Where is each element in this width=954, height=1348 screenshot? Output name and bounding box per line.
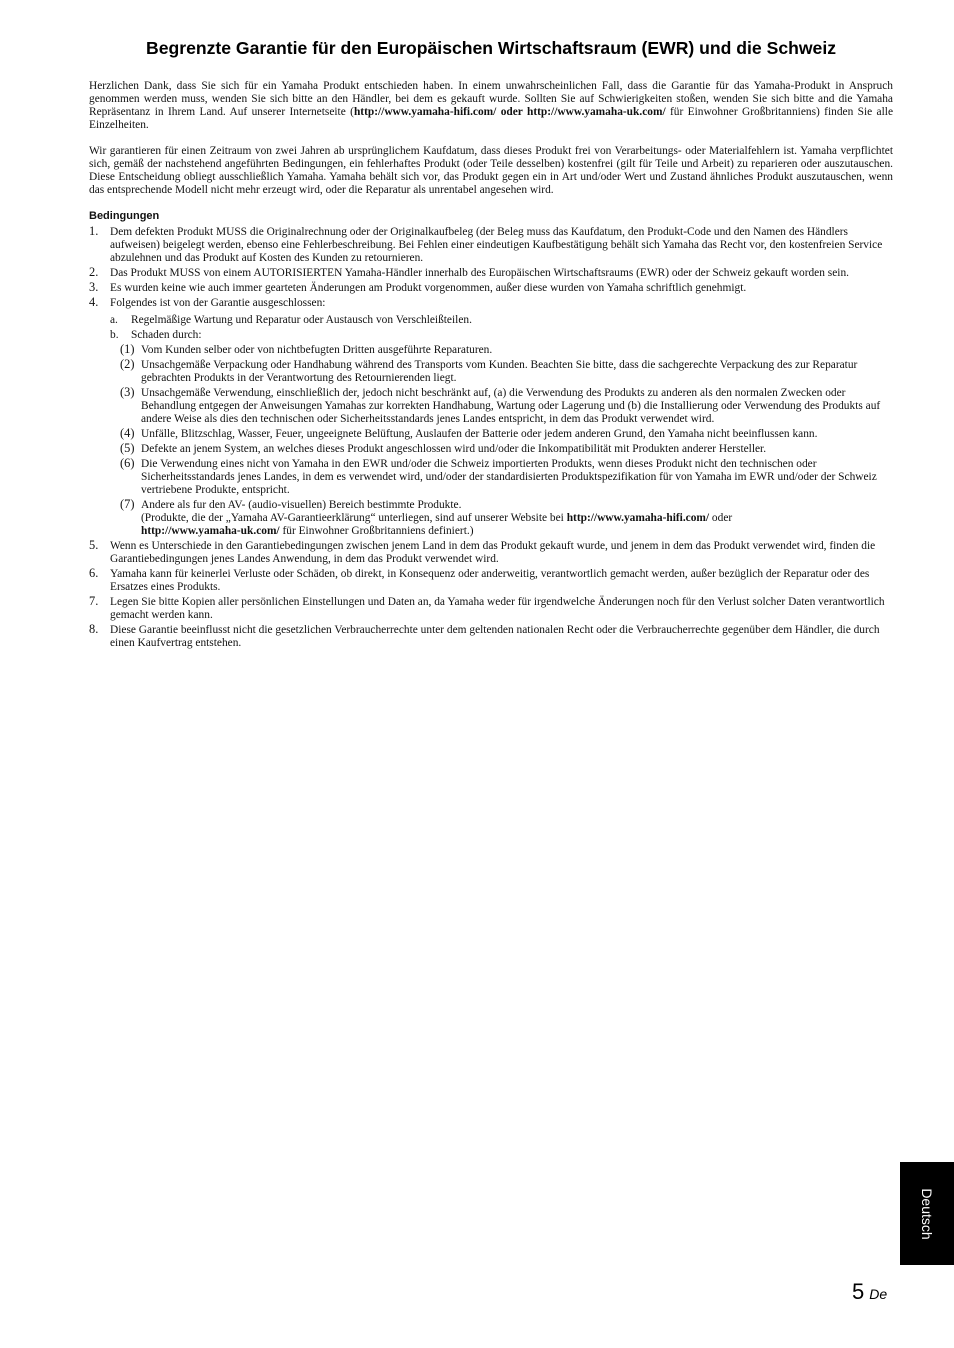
damage-note-mid: oder xyxy=(709,512,733,524)
condition-number: 4. xyxy=(89,295,99,309)
condition-item xyxy=(89,624,893,650)
damage-text: Unsachgemäße Verpackung oder Handhabung während des Transports vom Kunden. Beachten Sie bitte, dass die sachgerechte Verpackung des zur Reparatur gebrachten Produkts in der Verantwortung des Retournierenden liegt. xyxy=(141,359,858,384)
damage-text: Unsachgemäße Verwendung, einschließlich der, jedoch nicht beschränkt auf, (a) die Verwendung des Produkts zu anderen als den normalen Zwecken oder Behandlung entgegen der Anweisungen Yamahas zur korrekten Handhabung, Wartung oder Lagerung und (b) die Installierung oder Verwendung des Produkts auf andere Weise als dies den technischen oder Sicherheitsstandards jenes Landes entspricht, in dem das Produkt verwendet wird. xyxy=(141,387,881,425)
damage-text: Vom Kunden selber oder von nichtbefugten Dritten ausgeführte Reparaturen. xyxy=(141,344,493,356)
page-language-code: De xyxy=(869,1286,888,1302)
damage-number: (2) xyxy=(120,357,135,371)
damage-note: (Produkte, die der „Yamaha AV-Garantieerklärung“ unterliegen, sind auf unserer Website bei xyxy=(141,512,567,524)
damage-number: (4) xyxy=(120,426,135,440)
page-number xyxy=(852,1279,887,1305)
condition-item xyxy=(89,282,893,295)
damage-note-end: für Einwohner Großbritanniens definiert.) xyxy=(279,525,474,537)
condition-text: Yamaha kann für keinerlei Verluste oder Schäden, ob direkt, in Konsequenz oder anderweitig, verantwortlich gemacht werden, außer bezüglich der Reparatur oder des Ersatzes eines Produkts. xyxy=(110,568,870,593)
exclusion-subitem xyxy=(89,329,893,342)
condition-item xyxy=(89,267,893,280)
damage-item xyxy=(89,344,893,357)
subitem-text: Schaden durch: xyxy=(131,329,202,341)
subitem-label: b. xyxy=(110,329,119,341)
conditions-heading: Bedingungen xyxy=(89,210,160,222)
damage-item xyxy=(89,443,893,456)
condition-number: 6. xyxy=(89,566,99,580)
intro-text-end: für Einwohner Großbritanniens) finden Sie alle Einzelheiten. xyxy=(89,106,893,131)
condition-text: Legen Sie bitte Kopien aller persönlichen Einstellungen und Daten an, da Yamaha weder für irgendwelche Änderungen noch für den Verlust solcher Daten verantwortlich gemacht werden kann. xyxy=(110,596,885,621)
page-title: Begrenzte Garantie für den Europäischen Wirtschaftsraum (EWR) und die Schweiz xyxy=(145,38,837,58)
condition-number: 8. xyxy=(89,622,99,636)
subitem-label: a. xyxy=(110,314,118,326)
damage-item xyxy=(89,458,893,497)
condition-text: Folgendes ist von der Garantie ausgeschlossen: xyxy=(110,297,326,309)
warranty-body xyxy=(89,80,893,652)
condition-text: Dem defekten Produkt MUSS die Originalrechnung oder der Originalkaufbeleg (der Beleg muss das Kaufdatum, den Produkt-Code und den Namen des Händlers aufweisen) beigelegt werden, ebenso eine Fehlerbeschreibung. Bei Fehlen einer eindeutigen Kaufbestätigung behält sich Yamaha das Recht vor, den kostenfreien Service abzulehnen und das Produkt auf Kosten des Kunden zu retournieren. xyxy=(110,226,883,264)
damage-number: (5) xyxy=(120,441,135,455)
damage-text: Unfälle, Blitzschlag, Wasser, Feuer, ungeeignete Belüftung, Auslaufen der Batterie oder jedem anderen Grund, den Yamaha nicht beeinflussen kann. xyxy=(141,428,818,440)
damage-item xyxy=(89,359,893,385)
page-number-value: 5 xyxy=(852,1279,865,1304)
condition-item xyxy=(89,297,893,310)
conditions-list xyxy=(89,226,893,650)
damage-number: (7) xyxy=(120,497,135,511)
language-tab[interactable] xyxy=(900,1162,954,1265)
condition-number: 1. xyxy=(89,224,99,238)
damage-text: Andere als fur den AV- (audio-visuellen) Bereich bestimmte Produkte. xyxy=(141,499,462,511)
condition-number: 7. xyxy=(89,594,99,608)
intro-text: Herzlichen Dank, dass Sie sich für ein Yamaha Produkt entschieden haben. In einem unwahrscheinlichen Fall, dass die Garantie für das Yamaha-Produkt in Anspruch genommen werden muss, wenden Sie sich bitte an den Händler, bei dem es gekauft wurde. Sollten Sie auf Schwierigkeiten stoßen, wenden Sie sich bitte and die Yamaha Repräsentanz in Ihrem Land. Auf unserer Internetseite ( xyxy=(89,80,893,118)
condition-text: Es wurden keine wie auch immer gearteten Änderungen am Produkt vorgenommen, außer diese wurden von Yamaha schriftlich genehmigt. xyxy=(110,282,747,294)
condition-number: 3. xyxy=(89,280,99,294)
damage-number: (1) xyxy=(120,342,135,356)
yamaha-hifi-link[interactable]: http://www.yamaha-hifi.com/ xyxy=(566,512,710,524)
condition-text: Wenn es Unterschiede in den Garantiebedingungen zwischen jenem Land in dem das Produkt gekauft wurde, und jenem in dem das Produkt verwendet wird, finden die Garantiebedingungen jenes Landes Anwendung, in dem das Produkt verwendet wird. xyxy=(110,540,876,565)
damage-number: (6) xyxy=(120,456,135,470)
condition-item xyxy=(89,540,893,566)
damage-text: Die Verwendung eines nicht von Yamaha in den EWR und/oder die Schweiz importierten Produkts, wenn dieses Produkt nicht den technischen oder Sicherheitsstandards jenes Landes, in dem es verwendet wird, und/oder der standardisierten Produktspezifikation für von Yamaha im EWR und/oder der Schweiz vertriebene Produkte, entspricht. xyxy=(141,458,877,496)
damage-number: (3) xyxy=(120,385,135,399)
damage-text: Defekte an jenem System, an welches dieses Produkt angeschlossen wird und/oder die Inkompatibilität mit Produkten anderer Hersteller. xyxy=(141,443,767,455)
condition-item xyxy=(89,226,893,265)
damage-item xyxy=(89,387,893,426)
condition-item xyxy=(89,568,893,594)
exclusion-subitem xyxy=(89,314,893,327)
subitem-text: Regelmäßige Wartung und Reparatur oder Austausch von Verschleißteilen. xyxy=(131,314,472,326)
condition-text: Das Produkt MUSS von einem AUTORISIERTEN Yamaha-Händler innerhalb des Europäischen Wirtschaftsraums (EWR) oder der Schweiz gekauft worden sein. xyxy=(110,267,849,279)
website-links[interactable]: http://www.yamaha-hifi.com/ oder http://www.yamaha-uk.com/ xyxy=(353,106,666,118)
language-tab-label: Deutsch xyxy=(919,1187,935,1240)
condition-text: Diese Garantie beeinflusst nicht die gesetzlichen Verbraucherrechte unter dem geltenden nationalen Recht oder die Verbraucherrechte gegenüber dem Händler, die durch einen Kaufvertrag entstehen. xyxy=(110,624,880,649)
damage-item xyxy=(89,428,893,441)
damage-item xyxy=(89,499,893,538)
guarantee-paragraph: Wir garantieren für einen Zeitraum von zwei Jahren ab ursprünglichem Kaufdatum, dass dieses Produkt frei von Verarbeitungs- oder Materialfehlern ist. Yamaha verpflichtet sich, gemäß der nachstehend angeführten Bedingungen, ein fehlerhaftes Produkt (oder Teile desselben) kostenfrei (gilt für Teile und Arbeit) zu reparieren oder auszutauschen. Diese Entscheidung obliegt ausschließlich Yamaha. Yamaha behält sich vor, das Produkt gegen ein in Art und/oder Wert und Zustand ähnliches Produkt auszutauschen, wenn das entsprechende Modell nicht mehr erzeugt wird, oder die Reparatur als unrentabel angesehen wird. xyxy=(89,145,893,196)
intro-paragraph xyxy=(89,80,893,132)
yamaha-uk-link[interactable]: http://www.yamaha-uk.com/ xyxy=(141,525,280,537)
condition-number: 5. xyxy=(89,538,99,552)
condition-item xyxy=(89,596,893,622)
condition-number: 2. xyxy=(89,265,99,279)
